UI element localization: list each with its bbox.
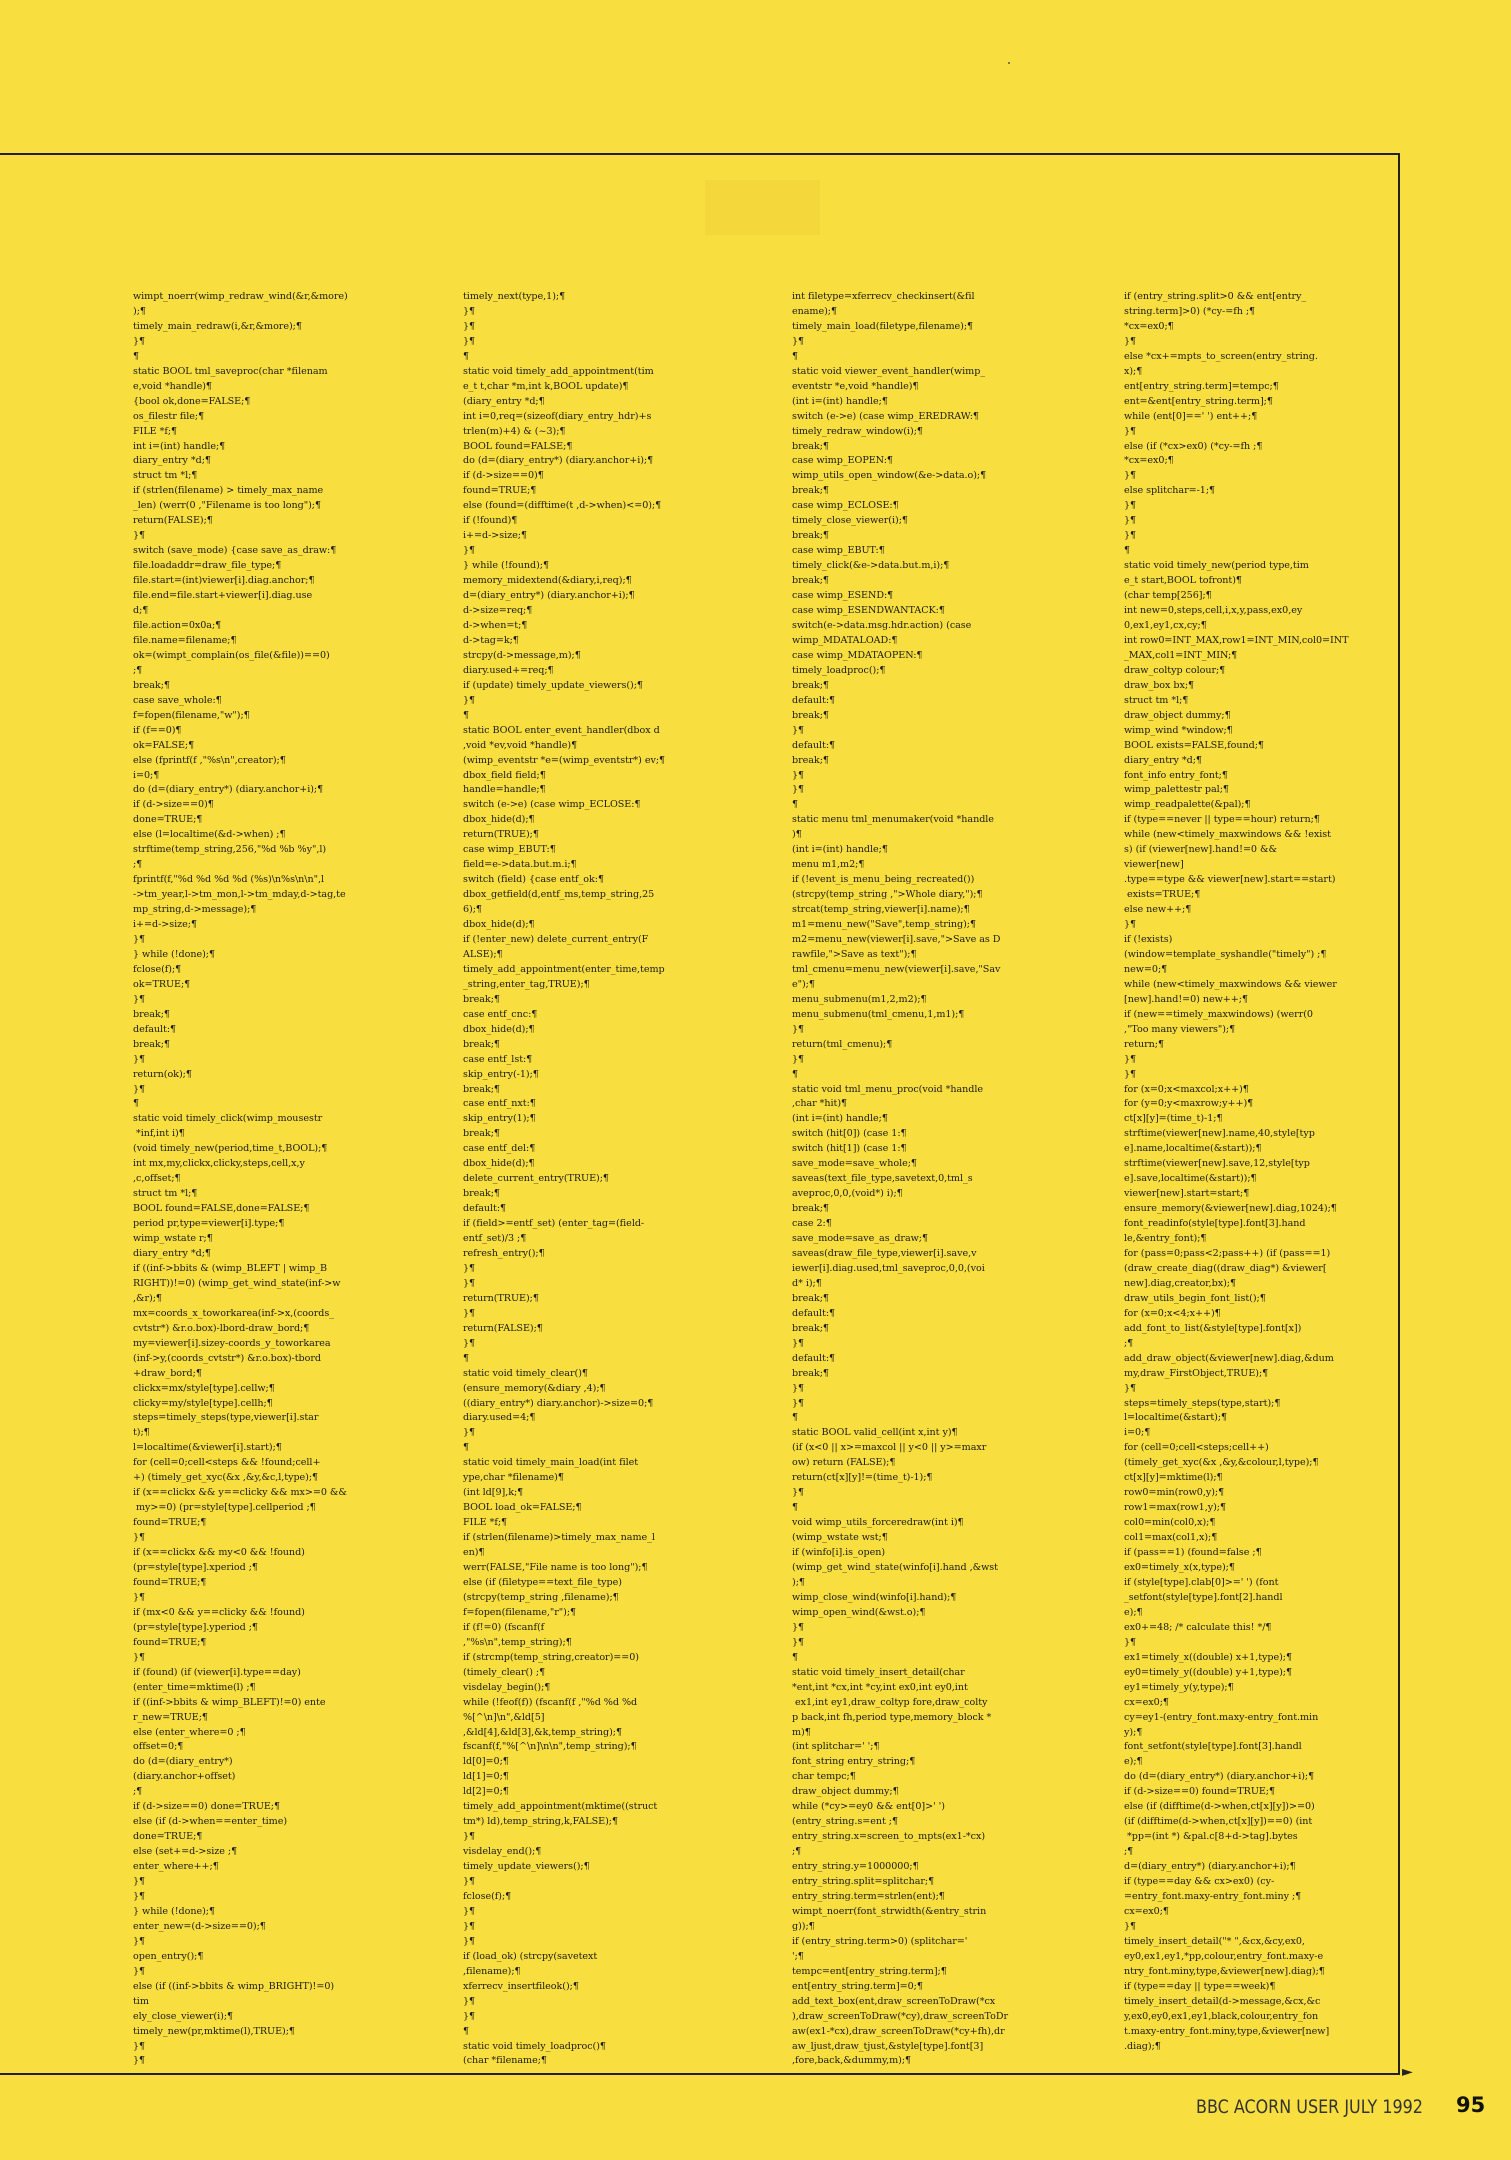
page-number: 95: [1456, 2093, 1486, 2117]
continuation-arrow-icon: ►: [1402, 2064, 1413, 2080]
code-column-4: [1124, 290, 1424, 2054]
code-column-3-text: int filetype=xferrecv_checkinsert(&fil ename);¶ timely_main_load(filetype,filename);¶ }¶ ¶ static void viewer_event_handler(wimp_ eventstr *e,void *handle)¶ (int i=(int) handle;¶ switch (e->e) (case wimp_EREDRAW:¶ timely_redraw_window(i);¶ break;¶ case wimp_EOPEN:¶ wimp_utils_open_window(&e->data.o);¶ break;¶ case wimp_ECLOSE:¶ timely_close_viewer(i);¶ break;¶ case wimp_EBUT:¶ timely_click(&e->data.but.m,i);¶ break;¶ case wimp_ESEND:¶ case wimp_ESENDWANTACK:¶ switch(e->data.msg.hdr.action) (case wimp_MDATALOAD:¶ case wimp_MDATAOPEN:¶ timely_loadproc();¶ break;¶ default:¶ break;¶ }¶ default:¶ break;¶ }¶ }¶ ¶ static menu tml_menumaker(void *handle )¶ (int i=(int) handle;¶ menu m1,m2;¶ if (!event_is_menu_being_recreated()) (strcpy(temp_string ,">Whole diary,");¶ strcat(temp_string,viewer[i].name);¶ m1=menu_new("Save",temp_string);¶ m2=menu_new(viewer[i].save,">Save as D rawfile,">Save as text");¶ tml_cmenu=menu_new(viewer[i].save,"Sav e");¶ menu_submenu(m1,2,m2);¶ menu_submenu(tml_cmenu,1,m1);¶ }¶ return(tml_cmenu);¶ }¶ ¶ static void tml_menu_proc(void *handle ,char *hit)¶ (int i=(int) handle;¶ switch (hit[0]) (case 1:¶ switch (hit[1]) (case 1:¶ save_mode=save_whole;¶ saveas(text_file_type,savetext,0,tml_s aveproc,0,0,(void*) i);¶ break;¶ case 2:¶ save_mode=save_as_draw;¶ saveas(draw_file_type,viewer[i].save,v iewer[i].diag.used,tml_saveproc,0,0,(voi d* i);¶ break;¶ default:¶ break;¶ }¶ default:¶ break;¶ }¶ }¶ ¶ static BOOL valid_cell(int x,int y)¶ (if (x<0 || x>=maxcol || y<0 || y>=maxr ow) return (FALSE);¶ return(ct[x][y]!=(time_t)-1);¶ }¶ ¶ void wimp_utils_forceredraw(int i)¶ (wimp_wstate wst;¶ if (winfo[i].is_open) (wimp_get_wind_state(winfo[i].hand ,&wst );¶ wimp_close_wind(winfo[i].hand);¶ wimp_open_wind(&wst.o);¶ }¶ }¶ ¶ static void timely_insert_detail(char *ent,int *cx,int *cy,int ex0,int ey0,int ex1,int ey1,draw_coltyp fore,draw_colty p back,int fh,period type,memory_block * m)¶ (int splitchar=' ';¶ font_string entry_string;¶ char tempc;¶ draw_object dummy;¶ while (*cy>=ey0 && ent[0]>' ') (entry_string.s=ent ;¶ entry_string.x=screen_to_mpts(ex1-*cx) ;¶ entry_string.y=1000000;¶ entry_string.split=splitchar;¶ entry_string.term=strlen(ent);¶ wimpt_noerr(font_strwidth(&entry_strin g));¶ if (entry_string.term>0) (splitchar=' ';¶ tempc=ent[entry_string.term];¶ ent[entry_string.term]=0;¶ add_text_box(ent,draw_screenToDraw(*cx ),draw_screenToDraw(*cy),draw_screenToDr aw(ex1-*cx),draw_screenToDraw(*cy+fh),dr aw_ljust,draw_tjust,&style[type].font[3] ,fore,back,&dummy,m);¶: [792, 291, 1009, 2067]
code-column-3: [792, 290, 1092, 2069]
top-rule: [0, 153, 1400, 155]
print-speck: [1008, 62, 1010, 64]
show-through-block: [705, 180, 820, 235]
bottom-rule: [0, 2073, 1400, 2075]
code-listing: [120, 290, 1400, 2070]
code-column-1-text: wimpt_noerr(wimp_redraw_wind(&r,&more) );¶ timely_main_redraw(i,&r,&more);¶ }¶ ¶ static BOOL tml_saveproc(char *filenam e,void *handle)¶ {bool ok,done=FALSE;¶ os_filestr file;¶ FILE *f;¶ int i=(int) handle;¶ diary_entry *d;¶ struct tm *l;¶ if (strlen(filename) > timely_max_name _len) (werr(0 ,"Filename is too long");¶ return(FALSE);¶ }¶ switch (save_mode) {case save_as_draw:¶ file.loadaddr=draw_file_type;¶ file.start=(int)viewer[i].diag.anchor;¶ file.end=file.start+viewer[i].diag.use d;¶ file.action=0x0a;¶ file.name=filename;¶ ok=(wimpt_complain(os_file(&file))==0) ;¶ break;¶ case save_whole:¶ f=fopen(filename,"w");¶ if (f==0)¶ ok=FALSE;¶ else (fprintf(f ,"%s\n",creator);¶ i=0;¶ do (d=(diary_entry*) (diary.anchor+i);¶ if (d->size==0)¶ done=TRUE;¶ else (l=localtime(&d->when) ;¶ strftime(temp_string,256,"%d %b %y",l) ;¶ fprintf(f,"%d %d %d %d (%s)\n%s\n\n",l ->tm_year,l->tm_mon,l->tm_mday,d->tag,te mp_string,d->message);¶ i+=d->size;¶ }¶ } while (!done);¶ fclose(f);¶ ok=TRUE;¶ }¶ break;¶ default:¶ break;¶ }¶ return(ok);¶ }¶ ¶ static void timely_click(wimp_mousestr *inf,int i)¶ (void timely_new(period,time_t,BOOL);¶ int mx,my,clickx,clicky,steps,cell,x,y ,c,offset;¶ struct tm *l;¶ BOOL found=FALSE,done=FALSE;¶ period pr,type=viewer[i].type;¶ wimp_wstate r;¶ diary_entry *d;¶ if ((inf->bbits & (wimp_BLEFT | wimp_B RIGHT))!=0) (wimp_get_wind_state(inf->w ,&r);¶ mx=coords_x_toworkarea(inf->x,(coords_ cvtstr*) &r.o.box)-lbord-draw_bord;¶ my=viewer[i].sizey-coords_y_toworkarea (inf->y,(coords_cvtstr*) &r.o.box)-tbord +draw_bord;¶ clickx=mx/style[type].cellw;¶ clicky=my/style[type].cellh;¶ steps=timely_steps(type,viewer[i].star t);¶ l=localtime(&viewer[i].start);¶ for (cell=0;cell<steps && !found;cell+ +) (timely_get_xyc(&x ,&y,&c,l,type);¶ if (x==clickx && y==clicky && mx>=0 && my>=0) (pr=style[type].cellperiod ;¶ found=TRUE;¶ }¶ if (x==clickx && my<0 && !found) (pr=style[type].xperiod ;¶ found=TRUE;¶ }¶ if (mx<0 && y==clicky && !found) (pr=style[type].yperiod ;¶ found=TRUE;¶ }¶ if (found) (if (viewer[i].type==day) (enter_time=mktime(l) ;¶ if ((inf->bbits & wimp_BLEFT)!=0) ente r_new=TRUE;¶ else (enter_where=0 ;¶ offset=0;¶ do (d=(diary_entry*) (diary.anchor+offset) ;¶ if (d->size==0) done=TRUE;¶ else (if (d->when==enter_time) done=TRUE;¶ else (set+=d->size ;¶ enter_where++;¶ }¶ }¶ } while (!done);¶ enter_new=(d->size==0);¶ }¶ open_entry();¶ }¶ else (if ((inf->bbits & wimp_BRIGHT)!=0) tim ely_close_viewer(i);¶ timely_new(pr,mktime(l),TRUE);¶ }¶ }¶: [133, 291, 348, 2067]
code-column-1: [133, 290, 433, 2069]
code-column-4-text: if (entry_string.split>0 && ent[entry_ string.term]>0) (*cy-=fh ;¶ *cx=ex0;¶ }¶ else *cx+=mpts_to_screen(entry_string. x);¶ ent[entry_string.term]=tempc;¶ ent=&ent[entry_string.term];¶ while (ent[0]==' ') ent++;¶ }¶ else (if (*cx>ex0) (*cy-=fh ;¶ *cx=ex0;¶ }¶ else splitchar=-1;¶ }¶ }¶ }¶ ¶ static void timely_new(period type,tim e_t start,BOOL tofront)¶ (char temp[256];¶ int new=0,steps,cell,i,x,y,pass,ex0,ey 0,ex1,ey1,cx,cy;¶ int row0=INT_MAX,row1=INT_MIN,col0=INT _MAX,col1=INT_MIN;¶ draw_coltyp colour;¶ draw_box bx;¶ struct tm *l;¶ draw_object dummy;¶ wimp_wind *window;¶ BOOL exists=FALSE,found;¶ diary_entry *d;¶ font_info entry_font;¶ wimp_palettestr pal;¶ wimp_readpalette(&pal);¶ if (type==never || type==hour) return;¶ while (new<timely_maxwindows && !exist s) (if (viewer[new].hand!=0 && viewer[new] .type==type && viewer[new].start==start) exists=TRUE;¶ else new++;¶ }¶ if (!exists) (window=template_syshandle("timely") ;¶ new=0;¶ while (new<timely_maxwindows && viewer [new].hand!=0) new++;¶ if (new==timely_maxwindows) (werr(0 ,"Too many viewers");¶ return;¶ }¶ }¶ for (x=0;x<maxcol;x++)¶ for (y=0;y<maxrow;y++)¶ ct[x][y]=(time_t)-1;¶ strftime(viewer[new].name,40,style[typ e].name,localtime(&start));¶ strftime(viewer[new].save,12,style[typ e].save,localtime(&start));¶ viewer[new].start=start;¶ ensure_memory(&viewer[new].diag,1024);¶ font_readinfo(style[type].font[3].hand le,&entry_font);¶ for (pass=0;pass<2;pass++) (if (pass==1) (draw_create_diag((draw_diag*) &viewer[ new].diag,creator,bx);¶ draw_utils_begin_font_list();¶ for (x=0;x<4;x++)¶ add_font_to_list(&style[type].font[x]) ;¶ add_draw_object(&viewer[new].diag,&dum my,draw_FirstObject,TRUE);¶ }¶ steps=timely_steps(type,start);¶ l=localtime(&start);¶ i=0;¶ for (cell=0;cell<steps;cell++) (timely_get_xyc(&x ,&y,&colour,l,type);¶ ct[x][y]=mktime(l);¶ row0=min(row0,y);¶ row1=max(row1,y);¶ col0=min(col0,x);¶ col1=max(col1,x);¶ if (pass==1) (found=false ;¶ ex0=timely_x(x,type);¶ if (style[type].clab[0]>=' ') (font _setfont(style[type].font[2].handl e);¶ ex0+=48; /* calculate this! */¶ }¶ ex1=timely_x((double) x+1,type);¶ ey0=timely_y((double) y+1,type);¶ ey1=timely_y(y,type);¶ cx=ex0;¶ cy=ey1-(entry_font.maxy-entry_font.min y);¶ font_setfont(style[type].font[3].handl e);¶ do (d=(diary_entry*) (diary.anchor+i);¶ if (d->size==0) found=TRUE;¶ else (if (difftime(d->when,ct[x][y])>=0) (if (difftime(d->when,ct[x][y])==0) (int *pp=(int *) &pal.c[8+d->tag].bytes ;¶ d=(diary_entry*) (diary.anchor+i);¶ if (type==day && cx>ex0) (cy- =entry_font.maxy-entry_font.miny ;¶ cx=ex0;¶ }¶ timely_insert_detail("* ",&cx,&cy,ex0, ey0,ex1,ey1,*pp,colour,entry_font.maxy-e ntry_font.miny,type,&viewer[new].diag);¶ if (type==day || type==week)¶ timely_insert_detail(d->message,&cx,&c y,ex0,ey0,ex1,ey1,black,colour,entry_fon t.maxy-entry_font.miny,type,&viewer[new] .diag);¶: [1124, 291, 1349, 2052]
code-column-2-text: timely_next(type,1);¶ }¶ }¶ }¶ ¶ static void timely_add_appointment(tim e_t t,char *m,int k,BOOL update)¶ (diary_entry *d;¶ int i=0,req=(sizeof(diary_entry_hdr)+s trlen(m)+4) & (~3);¶ BOOL found=FALSE;¶ do (d=(diary_entry*) (diary.anchor+i);¶ if (d->size==0)¶ found=TRUE;¶ else (found=(difftime(t ,d->when)<=0);¶ if (!found)¶ i+=d->size;¶ }¶ } while (!found);¶ memory_midextend(&diary,i,req);¶ d=(diary_entry*) (diary.anchor+i);¶ d->size=req;¶ d->when=t;¶ d->tag=k;¶ strcpy(d->message,m);¶ diary.used+=req;¶ if (update) timely_update_viewers();¶ }¶ ¶ static BOOL enter_event_handler(dbox d ,void *ev,void *handle)¶ (wimp_eventstr *e=(wimp_eventstr*) ev;¶ dbox_field field;¶ handle=handle;¶ switch (e->e) (case wimp_ECLOSE:¶ dbox_hide(d);¶ return(TRUE);¶ case wimp_EBUT:¶ field=e->data.but.m.i;¶ switch (field) {case entf_ok:¶ dbox_getfield(d,entf_ms,temp_string,25 6);¶ dbox_hide(d);¶ if (!enter_new) delete_current_entry(F ALSE);¶ timely_add_appointment(enter_time,temp _string,enter_tag,TRUE);¶ break;¶ case entf_cnc:¶ dbox_hide(d);¶ break;¶ case entf_lst:¶ skip_entry(-1);¶ break;¶ case entf_nxt:¶ skip_entry(1);¶ break;¶ case entf_del:¶ dbox_hide(d);¶ delete_current_entry(TRUE);¶ break;¶ default:¶ if (field>=entf_set) (enter_tag=(field- entf_set)/3 ;¶ refresh_entry();¶ }¶ }¶ return(TRUE);¶ }¶ return(FALSE);¶ }¶ ¶ static void timely_clear()¶ (ensure_memory(&diary ,4);¶ ((diary_entry*) diary.anchor)->size=0;¶ diary.used=4;¶ }¶ ¶ static void timely_main_load(int filet ype,char *filename)¶ (int ld[9],k;¶ BOOL load_ok=FALSE;¶ FILE *f;¶ if (strlen(filename)>timely_max_name_l en)¶ werr(FALSE,"File name is too long");¶ else (if (filetype==text_file_type) (strcpy(temp_string ,filename);¶ f=fopen(filename,"r");¶ if (f!=0) (fscanf(f ,"%s\n",temp_string);¶ if (strcmp(temp_string,creator)==0) (timely_clear() ;¶ visdelay_begin();¶ while (!feof(f)) (fscanf(f ,"%d %d %d %[^\n]\n",&ld[5] ,&ld[4],&ld[3],&k,temp_string);¶ fscanf(f,"%[^\n]\n\n",temp_string);¶ ld[0]=0;¶ ld[1]=0;¶ ld[2]=0;¶ timely_add_appointment(mktime((struct tm*) ld),temp_string,k,FALSE);¶ }¶ visdelay_end();¶ timely_update_viewers();¶ }¶ fclose(f);¶ }¶ }¶ }¶ if (load_ok) (strcpy(savetext ,filename);¶ xferrecv_insertfileok();¶ }¶ }¶ ¶ static void timely_loadproc()¶ (char *filename;¶: [463, 291, 666, 2067]
code-column-2: [463, 290, 763, 2069]
magazine-footer: BBC ACORN USER JULY 1992: [1196, 2096, 1423, 2118]
